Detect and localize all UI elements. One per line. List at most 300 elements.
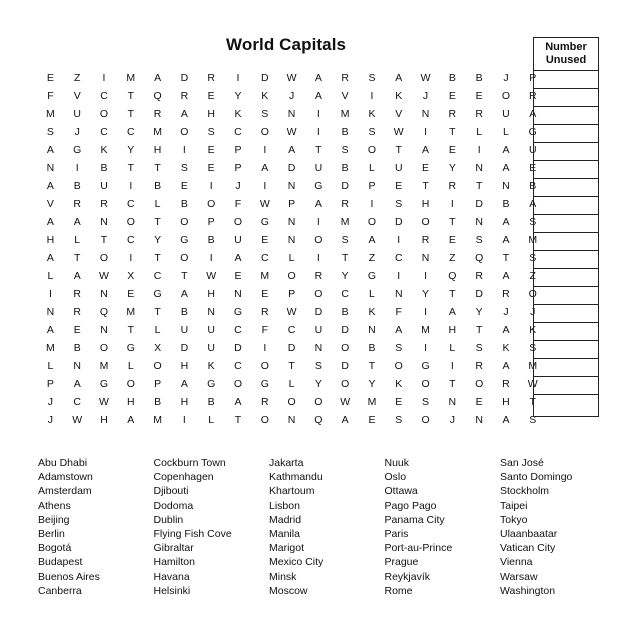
grid-letter: I xyxy=(209,252,213,264)
grid-letter: K xyxy=(368,108,376,120)
grid-letter: A xyxy=(46,144,54,156)
grid-letter: A xyxy=(448,306,456,318)
number-unused-row[interactable] xyxy=(534,179,598,197)
grid-letter: R xyxy=(341,198,349,210)
grid-letter: T xyxy=(475,324,483,336)
grid-letter: I xyxy=(129,180,133,192)
grid-letter: C xyxy=(126,126,135,138)
grid-row xyxy=(37,159,546,177)
grid-letter: V xyxy=(395,108,403,120)
grid-letter: O xyxy=(501,90,511,102)
grid-letter: R xyxy=(502,378,510,390)
grid-letter: E xyxy=(448,90,456,102)
grid-letter: W xyxy=(99,396,109,408)
grid-letter: M xyxy=(153,126,162,138)
grid-letter: U xyxy=(314,162,323,174)
grid-letter: G xyxy=(207,378,216,390)
grid-letter: R xyxy=(73,198,81,210)
grid-letter: K xyxy=(100,144,108,156)
grid-letter: I xyxy=(370,90,374,102)
grid-letter: I xyxy=(450,360,454,372)
word-item: Athens xyxy=(38,499,71,512)
word-column xyxy=(500,456,616,598)
number-unused-row[interactable] xyxy=(534,71,598,89)
grid-letter: N xyxy=(234,288,242,300)
grid-letter: X xyxy=(154,342,162,354)
grid-letter: I xyxy=(263,144,267,156)
grid-letter: I xyxy=(450,198,454,210)
grid-letter: N xyxy=(287,216,296,228)
grid-letter: R xyxy=(260,396,269,408)
number-unused-row[interactable] xyxy=(534,395,598,413)
word-item: Minsk xyxy=(269,570,297,583)
grid-letter: B xyxy=(502,198,510,210)
grid-letter: E xyxy=(395,396,403,408)
grid-letter: J xyxy=(47,414,54,426)
grid-letter: L xyxy=(47,270,54,282)
grid-letter: G xyxy=(421,360,430,372)
grid-letter: R xyxy=(341,72,349,84)
grid-letter: A xyxy=(73,270,81,282)
grid-letter: G xyxy=(153,288,162,300)
grid-letter: B xyxy=(475,72,483,84)
grid-letter: A xyxy=(395,324,403,336)
grid-letter: N xyxy=(368,324,376,336)
grid-letter: N xyxy=(46,162,55,174)
number-unused-row[interactable] xyxy=(534,377,598,395)
grid-letter: A xyxy=(261,162,269,174)
grid-letter: B xyxy=(73,342,81,354)
grid-letter: W xyxy=(393,126,404,138)
grid-letter: B xyxy=(73,180,81,192)
grid-letter: I xyxy=(236,72,240,84)
grid-letter: T xyxy=(181,270,188,282)
grid-letter: T xyxy=(127,324,134,336)
grid-letter: C xyxy=(126,234,135,246)
grid-letter: B xyxy=(529,180,537,192)
grid-letter: N xyxy=(100,216,108,228)
grid-letter: R xyxy=(180,90,189,102)
grid-letter: U xyxy=(234,234,242,246)
grid-letter: E xyxy=(207,144,215,156)
grid-letter: S xyxy=(180,162,188,174)
grid-letter: G xyxy=(126,342,135,354)
grid-letter: H xyxy=(448,324,457,336)
grid-letter: V xyxy=(46,198,54,210)
grid-letter: S xyxy=(529,216,537,228)
grid-letter: I xyxy=(209,180,213,192)
grid-letter: P xyxy=(288,288,296,300)
word-item: Adamstown xyxy=(38,471,93,484)
grid-letter: L xyxy=(47,360,54,372)
grid-row xyxy=(37,357,546,375)
number-unused-row[interactable] xyxy=(534,197,598,215)
grid-row xyxy=(37,393,546,411)
grid-letter: E xyxy=(448,234,456,246)
grid-letter: N xyxy=(100,324,108,336)
grid-letter: P xyxy=(368,180,376,192)
grid-letter: T xyxy=(154,306,161,318)
grid-letter: C xyxy=(73,396,81,408)
grid-letter: T xyxy=(449,126,456,138)
number-unused-row[interactable] xyxy=(534,107,598,125)
word-item: Oslo xyxy=(384,471,407,484)
word-item: Washington xyxy=(500,584,556,597)
grid-letter: L xyxy=(127,360,134,372)
grid-letter: G xyxy=(233,306,243,318)
grid-letter: A xyxy=(502,234,510,246)
grid-letter: J xyxy=(74,126,80,138)
grid-letter: T xyxy=(154,252,161,264)
grid-letter: T xyxy=(127,90,134,102)
grid-letter: G xyxy=(180,234,189,246)
grid-letter: D xyxy=(180,72,189,84)
grid-letter: E xyxy=(422,162,430,174)
number-unused-row[interactable] xyxy=(534,269,598,287)
grid-letter: E xyxy=(395,180,403,192)
grid-letter: S xyxy=(207,126,215,138)
grid-letter: R xyxy=(207,72,215,84)
grid-letter: M xyxy=(340,216,350,228)
grid-letter: N xyxy=(287,234,296,246)
grid-letter: O xyxy=(207,198,216,210)
grid-letter: N xyxy=(475,216,483,228)
grid-letter: A xyxy=(314,72,322,84)
grid-letter: M xyxy=(528,234,538,246)
grid-letter: M xyxy=(153,414,162,426)
grid-letter: J xyxy=(235,180,241,192)
word-item: Flying Fish Cove xyxy=(153,527,232,540)
word-item: Copenhagen xyxy=(153,471,214,484)
grid-letter: A xyxy=(502,216,510,228)
number-unused-row[interactable] xyxy=(534,143,598,161)
grid-letter: S xyxy=(529,342,537,354)
grid-letter: T xyxy=(341,252,349,264)
grid-letter: A xyxy=(314,90,322,102)
grid-letter: E xyxy=(180,180,188,192)
letter-grid xyxy=(37,69,546,429)
grid-row xyxy=(37,285,546,303)
grid-letter: O xyxy=(260,360,269,372)
grid-letter: B xyxy=(180,306,188,318)
word-item: Santo Domingo xyxy=(500,471,573,484)
grid-letter: U xyxy=(100,180,108,192)
grid-letter: Y xyxy=(341,270,349,282)
word-item: Havana xyxy=(153,570,190,583)
word-item: Dodoma xyxy=(153,499,194,512)
grid-row xyxy=(37,375,546,393)
grid-letter: I xyxy=(316,108,320,120)
word-item: Canberra xyxy=(38,584,82,597)
grid-letter: R xyxy=(100,198,108,210)
grid-letter: A xyxy=(502,324,510,336)
number-unused-header xyxy=(534,38,598,71)
grid-letter: O xyxy=(126,216,135,228)
grid-row xyxy=(37,69,546,87)
grid-letter: R xyxy=(73,306,81,318)
grid-letter: Y xyxy=(368,378,376,390)
grid-letter: I xyxy=(316,216,320,228)
grid-letter: I xyxy=(370,198,374,210)
grid-letter: B xyxy=(154,396,162,408)
grid-letter: B xyxy=(207,234,215,246)
grid-letter: R xyxy=(528,90,537,102)
grid-letter: W xyxy=(340,396,351,408)
grid-letter: T xyxy=(449,288,456,300)
grid-letter: E xyxy=(46,72,54,84)
grid-letter: L xyxy=(154,324,161,336)
grid-letter: A xyxy=(288,144,296,156)
word-item: Port-au-Prince xyxy=(384,542,453,555)
grid-letter: M xyxy=(528,360,538,372)
grid-letter: C xyxy=(341,288,349,300)
grid-letter: H xyxy=(126,396,135,408)
grid-letter: K xyxy=(261,90,269,102)
grid-letter: O xyxy=(367,216,377,228)
grid-letter: K xyxy=(529,324,537,336)
word-item: Rome xyxy=(384,584,413,597)
grid-letter: P xyxy=(234,162,242,174)
grid-letter: A xyxy=(180,108,188,120)
grid-letter: C xyxy=(100,126,108,138)
grid-letter: O xyxy=(180,126,189,138)
grid-letter: H xyxy=(46,234,55,246)
word-item: Tokyo xyxy=(500,513,528,526)
number-unused-row[interactable] xyxy=(534,323,598,341)
grid-letter: L xyxy=(503,126,509,138)
grid-letter: I xyxy=(263,342,267,354)
grid-letter: V xyxy=(73,90,81,102)
word-item: Hamilton xyxy=(153,556,195,569)
grid-letter: G xyxy=(260,216,269,228)
grid-row xyxy=(37,105,546,123)
grid-letter: U xyxy=(207,324,215,336)
number-unused-row[interactable] xyxy=(534,89,598,107)
grid-letter: T xyxy=(475,180,483,192)
grid-letter: J xyxy=(530,306,536,318)
grid-letter: D xyxy=(287,162,296,174)
grid-letter: A xyxy=(73,216,81,228)
grid-letter: U xyxy=(314,324,323,336)
grid-letter: D xyxy=(341,360,349,372)
grid-letter: L xyxy=(154,198,161,210)
grid-letter: T xyxy=(395,144,402,156)
word-column xyxy=(38,456,154,598)
grid-letter: L xyxy=(74,234,81,246)
grid-letter: R xyxy=(421,234,430,246)
grid-row xyxy=(37,123,546,141)
grid-letter: I xyxy=(48,288,52,300)
grid-letter: T xyxy=(154,216,161,228)
word-item: Ottawa xyxy=(384,485,418,498)
grid-letter: E xyxy=(207,162,215,174)
grid-letter: A xyxy=(46,324,54,336)
word-item: Vatican City xyxy=(500,542,556,555)
word-item: Djibouti xyxy=(153,485,189,498)
word-item: Jakarta xyxy=(269,457,304,469)
grid-letter: U xyxy=(73,108,81,120)
grid-letter: E xyxy=(207,90,215,102)
grid-letter: A xyxy=(502,162,510,174)
grid-letter: P xyxy=(234,144,242,156)
grid-letter: Y xyxy=(448,162,456,174)
grid-row xyxy=(37,267,546,285)
grid-letter: E xyxy=(234,270,242,282)
grid-letter: R xyxy=(73,288,81,300)
word-item: Mexico City xyxy=(269,556,324,569)
grid-letter: K xyxy=(395,90,403,102)
grid-letter: L xyxy=(208,414,215,426)
grid-letter: L xyxy=(288,378,295,390)
grid-letter: Z xyxy=(368,252,376,264)
grid-row xyxy=(37,249,546,267)
grid-letter: Y xyxy=(127,144,135,156)
grid-row xyxy=(37,411,546,429)
grid-letter: N xyxy=(287,108,296,120)
grid-letter: O xyxy=(421,216,430,228)
grid-letter: W xyxy=(286,72,297,84)
grid-letter: A xyxy=(180,288,188,300)
grid-letter: K xyxy=(395,378,403,390)
number-unused-row[interactable] xyxy=(534,341,598,359)
word-column xyxy=(385,456,501,598)
grid-letter: I xyxy=(397,270,401,282)
grid-letter: O xyxy=(233,216,243,228)
number-unused-row[interactable] xyxy=(534,215,598,233)
grid-letter: Z xyxy=(449,252,456,264)
word-column xyxy=(269,456,385,598)
grid-letter: G xyxy=(314,180,323,192)
grid-letter: D xyxy=(394,216,403,228)
grid-letter: V xyxy=(341,90,349,102)
grid-letter: W xyxy=(286,126,297,138)
grid-letter: H xyxy=(207,108,215,120)
grid-row xyxy=(37,339,546,357)
grid-letter: N xyxy=(314,342,323,354)
grid-letter: N xyxy=(421,108,430,120)
grid-letter: T xyxy=(288,360,295,372)
grid-letter: O xyxy=(153,360,162,372)
puzzle-title: World Capitals xyxy=(226,35,347,54)
grid-letter: R xyxy=(475,270,483,282)
grid-letter: L xyxy=(369,288,375,300)
grid-letter: F xyxy=(395,306,402,318)
grid-letter: I xyxy=(75,162,79,174)
number-unused-row[interactable] xyxy=(534,161,598,179)
grid-letter: Y xyxy=(314,378,322,390)
grid-letter: K xyxy=(368,306,376,318)
grid-letter: H xyxy=(180,360,189,372)
number-unused-row[interactable] xyxy=(534,305,598,323)
word-item: Gibraltar xyxy=(153,542,194,555)
grid-letter: U xyxy=(394,162,403,174)
number-unused-row[interactable] xyxy=(534,251,598,269)
grid-letter: S xyxy=(395,414,403,426)
grid-letter: E xyxy=(368,414,376,426)
grid-letter: Y xyxy=(234,90,242,102)
word-item: Ulaanbaatar xyxy=(500,527,558,540)
grid-letter: Q xyxy=(99,306,109,318)
grid-row xyxy=(37,195,546,213)
grid-letter: D xyxy=(341,180,349,192)
grid-letter: S xyxy=(475,342,483,354)
word-item: Stockholm xyxy=(500,485,550,498)
grid-letter: F xyxy=(261,324,268,336)
grid-letter: J xyxy=(503,72,509,84)
grid-letter: I xyxy=(182,414,186,426)
grid-letter: L xyxy=(449,342,456,354)
grid-letter: M xyxy=(126,306,136,318)
grid-letter: D xyxy=(260,72,269,84)
number-unused-header-line1: Number xyxy=(545,41,587,53)
grid-letter: B xyxy=(368,342,376,354)
grid-letter: G xyxy=(260,378,269,390)
number-unused-row[interactable] xyxy=(534,287,598,305)
grid-letter: T xyxy=(529,396,536,408)
word-item: Abu Dhabi xyxy=(38,457,88,469)
word-item: Berlin xyxy=(38,527,65,540)
grid-letter: E xyxy=(475,396,483,408)
grid-letter: T xyxy=(368,360,376,372)
grid-letter: O xyxy=(475,378,484,390)
grid-letter: R xyxy=(153,108,162,120)
grid-letter: O xyxy=(367,144,377,156)
grid-letter: S xyxy=(314,360,322,372)
grid-letter: A xyxy=(368,234,376,246)
grid-letter: N xyxy=(287,180,296,192)
word-item: San José xyxy=(500,457,544,469)
grid-letter: Y xyxy=(475,306,483,318)
word-item: Reykjavík xyxy=(384,570,431,583)
grid-letter: D xyxy=(287,342,296,354)
grid-letter: D xyxy=(475,288,483,300)
number-unused-header-line2: Unused xyxy=(545,54,587,66)
grid-letter: T xyxy=(234,414,242,426)
grid-letter: S xyxy=(395,198,403,210)
grid-letter: O xyxy=(314,396,323,408)
word-item: Marigot xyxy=(269,542,305,555)
grid-letter: M xyxy=(340,108,350,120)
word-item: Bogotá xyxy=(38,542,72,555)
number-unused-row[interactable] xyxy=(534,125,598,143)
grid-letter: O xyxy=(421,414,430,426)
grid-letter: U xyxy=(180,324,189,336)
grid-letter: N xyxy=(475,414,483,426)
grid-letter: O xyxy=(314,288,323,300)
word-item: Amsterdam xyxy=(38,485,92,498)
grid-letter: A xyxy=(234,252,242,264)
grid-letter: T xyxy=(449,378,456,390)
grid-letter: E xyxy=(73,324,81,336)
grid-letter: O xyxy=(314,234,323,246)
grid-letter: S xyxy=(368,126,376,138)
number-unused-row[interactable] xyxy=(534,359,598,377)
grid-letter: S xyxy=(529,252,537,264)
grid-letter: M xyxy=(367,396,377,408)
grid-letter: Q xyxy=(314,414,323,426)
grid-letter: F xyxy=(47,90,54,102)
word-item: Cockburn Town xyxy=(153,457,226,469)
grid-letter: M xyxy=(421,324,430,336)
grid-letter: O xyxy=(99,108,109,120)
grid-letter: E xyxy=(261,234,269,246)
grid-letter: U xyxy=(528,144,537,156)
number-unused-row[interactable] xyxy=(534,233,598,251)
grid-letter: D xyxy=(314,306,323,318)
grid-letter: M xyxy=(126,72,136,84)
grid-letter: H xyxy=(153,144,162,156)
grid-letter: S xyxy=(422,396,430,408)
